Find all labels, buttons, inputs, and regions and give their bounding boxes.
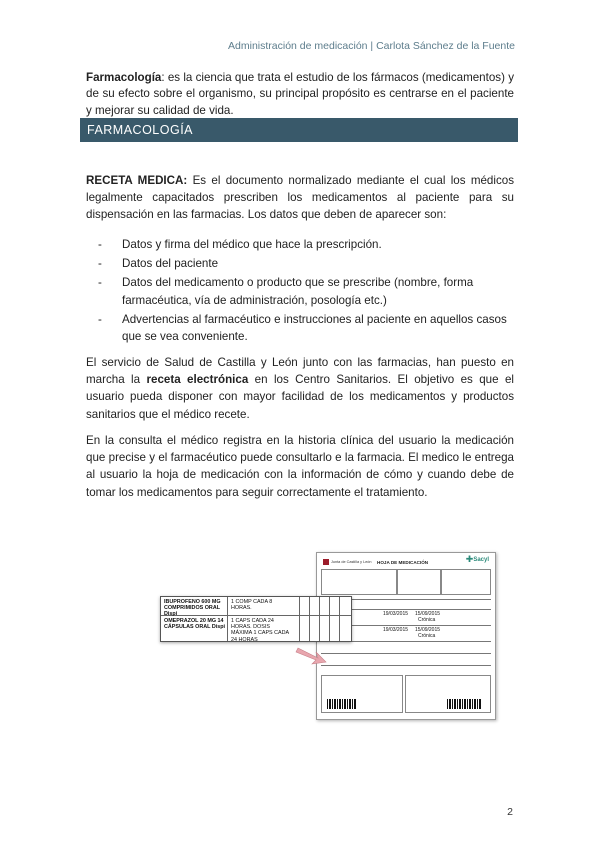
sheet-title: HOJA DE MEDICACIÓN [377,560,429,565]
junta-logo-mark [323,559,329,565]
bullet-dash: - [98,257,102,271]
table-divider [319,597,320,641]
start-date: 19/03/2015 [383,627,409,633]
drug-name: OMEPRAZOL 20 MG 14 CÁPSULAS ORAL Dispi [164,618,225,631]
bullet-dash: - [98,276,102,290]
table-row [161,616,351,643]
list-item-text: Datos y firma del médico que hace la prescripción. [122,238,382,251]
page-number: 2 [507,806,513,818]
table-row [161,597,351,616]
para2-bold: receta electrónica [146,373,249,387]
chronic-label: Crónica [418,617,436,623]
dosage: 1 CAPS CADA 24 HORAS. DOSIS MÁXIMA 1 CAPS CADA 24 HORAS [231,618,289,643]
center-box [441,569,491,595]
table-divider [339,597,340,641]
junta-logo [323,559,372,565]
sacyl-logo-text: Sacyl [473,557,489,564]
drug-name: IBUPROFENO 600 MG COMPRIMIDOS ORAL Dispi [164,599,221,618]
table-divider [299,597,300,641]
medication-sheet-figure [136,546,498,720]
intro-term: Farmacología [86,71,162,84]
consultation-paragraph: En la consulta el médico registra en la historia clínica del usuario la medicación que precise y el farmacéutico puede consultarlo e la farmacia. El medico le entrega al usuario la hoja de medicación con la información de cómo y cuando debe de tomar los medicamentos para seguir correctamente el tratamiento. [86,434,514,499]
table-divider [329,597,330,641]
receta-term: RECETA MEDICA: [86,174,188,187]
zoomed-medication-table [160,596,352,642]
list-item-text: Advertencias al farmacéutico e instrucciones al paciente en aquellos casos que se vea conveniente. [122,312,507,344]
section-title-band [80,118,518,142]
running-header: Administración de medicación | Carlota Sánchez de la Fuente [228,40,515,52]
requirements-list [98,236,514,347]
junta-logo-text: Junta de Castilla y León [331,560,372,564]
para2-after: en los Centro Sanitarios. El objetivo es que el usuario pueda disponer con mayor facilidad de los medicamentos y productos sanitarios que el médico recete. [86,373,514,421]
list-item [98,274,514,308]
list-item [98,236,514,253]
barcode-icon [327,699,357,709]
bullet-dash: - [98,238,102,251]
patient-box [321,569,397,595]
sacyl-logo [465,554,489,564]
list-item-text: Datos del medicamento o producto que se prescribe (nombre, forma farmacéutica, vía de administración, posología etc.) [122,276,474,307]
start-date: 19/03/2015 [383,611,409,617]
sheet-rule [321,665,491,666]
list-item-text: Datos del paciente [122,257,219,271]
section-title: FARMACOLOGÍA [87,123,194,137]
barcode-icon [447,699,481,709]
sacyl-cross-icon: ✚ [465,554,474,564]
dosage: 1 COMP CADA 8 HORAS. [231,599,273,612]
table-divider [309,597,310,641]
pointer-arrow-icon [294,644,328,666]
intro-text: : es la ciencia que trata el estudio de los fármacos (medicamentos) y de su efecto sobre el organismo, su principal propósito es centrarse en el paciente y mejorar su calidad de vida. [86,71,514,117]
table-divider [227,597,228,641]
bullet-dash: - [98,312,102,326]
list-item [98,255,514,272]
end-date: 15/09/2015 [415,627,441,633]
receta-text: Es el documento normalizado mediante el cual los médicos legalmente capacitados prescriben los medicamentos al paciente para su dispensación en las farmacias. Los datos que deben de aparecer son: [86,174,514,222]
sheet-rule [321,653,491,654]
end-date: 15/09/2015 [415,611,441,617]
chronic-label: Crónica [418,633,436,639]
para2-before: El servicio de Salud de Castilla y León junto con las farmacias, han puesto en marcha la [86,356,514,387]
list-item [98,311,514,345]
receta-paragraph [86,172,514,224]
electronic-prescription-paragraph [86,354,514,423]
intro-paragraph [86,70,514,119]
doctor-box [397,569,441,595]
